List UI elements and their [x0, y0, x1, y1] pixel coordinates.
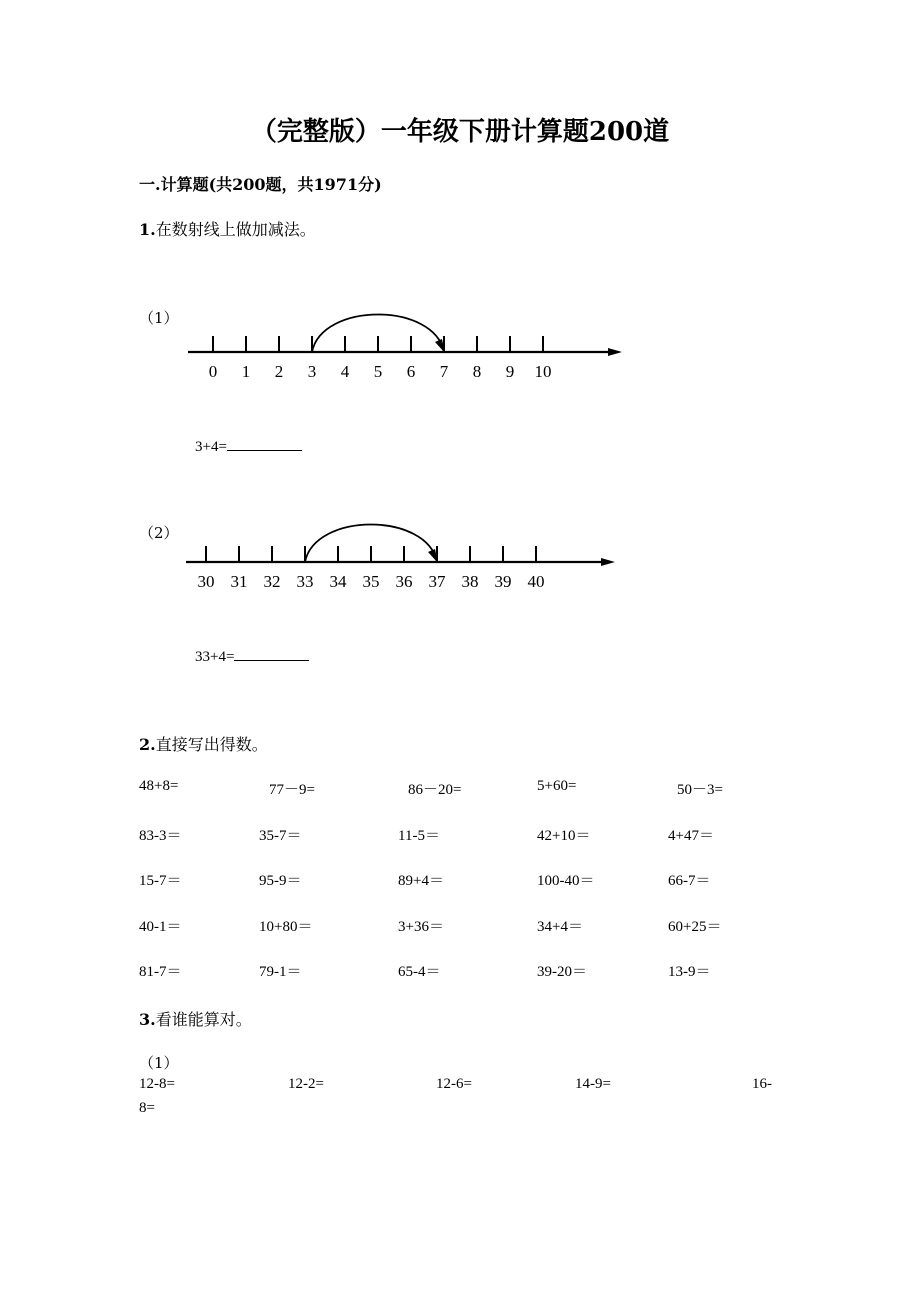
q2-exercise: 48+8= [139, 778, 179, 794]
q3-sub-label: （1） [139, 1054, 179, 1072]
number-line-2 [180, 515, 630, 605]
q2-exercise: 95-9＝ [259, 873, 302, 889]
q2-exercise: 10+80＝ [259, 918, 313, 935]
q2-exercise: 79-1＝ [259, 964, 302, 980]
q2-exercise: 65-4＝ [398, 964, 441, 980]
tick-label: 37 [428, 572, 446, 591]
q2-exercise: 81-7＝ [139, 964, 182, 980]
tick-label: 36 [395, 572, 413, 591]
q3-item: 14-9= [575, 1076, 611, 1092]
q1-part2-label: （2） [139, 524, 179, 542]
q2-exercise: 60+25＝ [668, 918, 722, 935]
q2-exercise: 34+4＝ [537, 918, 583, 935]
question-1-text: 在数射线上做加减法。 [155, 220, 316, 239]
tick-label: 0 [208, 362, 218, 381]
number-line-2-group [186, 525, 615, 592]
tick-label: 34 [329, 572, 347, 591]
q2-exercise: 66-7＝ [668, 873, 711, 889]
q3-item-wrap-end: 8= [139, 1100, 155, 1116]
q2-exercise: 15-7＝ [139, 873, 182, 889]
tick-label: 6 [406, 362, 416, 381]
tick-label: 8 [472, 362, 482, 381]
question-1-number: 1. [139, 220, 156, 239]
q1-part2-equation-text: 33+4= [195, 649, 235, 665]
axis-arrowhead [608, 348, 622, 356]
tick-label: 30 [197, 572, 215, 591]
q2-exercise: 40-1＝ [139, 918, 182, 935]
number-line-1-group [188, 315, 622, 382]
tick-label: 32 [263, 572, 281, 591]
q1-part1-label: （1） [139, 309, 179, 327]
tick-label: 35 [362, 572, 380, 591]
q2-exercise: 50－3= [677, 782, 723, 798]
q2-exercise: 35-7＝ [259, 827, 302, 844]
tick-label: 9 [505, 362, 515, 381]
tick-label: 7 [439, 362, 449, 381]
q1-part1-equation-text: 3+4= [195, 439, 227, 455]
question-3-heading [139, 1007, 252, 1030]
q2-exercise: 42+10＝ [537, 827, 591, 844]
question-2-heading [139, 732, 268, 755]
tick-label: 2 [274, 362, 284, 381]
q1-part2-equation [195, 646, 309, 666]
q2-exercise: 77－9= [269, 782, 315, 798]
q2-exercise: 4+47＝ [668, 827, 714, 844]
q2-exercise: 11-5＝ [398, 827, 440, 844]
tick-label: 1 [241, 362, 251, 381]
q2-exercise: 39-20＝ [537, 964, 587, 980]
q3-item: 12-2= [288, 1076, 324, 1092]
q2-exercise: 83-3＝ [139, 827, 182, 844]
q2-exercise: 5+60= [537, 778, 577, 794]
tick-label: 31 [230, 572, 248, 591]
q2-exercise: 86－20= [408, 782, 462, 798]
section-heading: 一.计算题(共200题，共1971分) [139, 175, 382, 194]
question-1-heading [139, 217, 316, 240]
number-line-1 [180, 305, 630, 395]
q2-exercise: 13-9＝ [668, 964, 711, 980]
q3-item: 12-8= [139, 1076, 175, 1092]
q3-item-wrap-start: 16- [752, 1076, 772, 1092]
tick-label: 4 [340, 362, 350, 381]
q2-exercise: 100-40＝ [537, 873, 595, 889]
tick-label: 39 [494, 572, 512, 591]
q1-part2-answer-blank[interactable] [234, 646, 309, 661]
tick-label: 40 [527, 572, 545, 591]
q2-exercise: 89+4＝ [398, 873, 444, 889]
tick-label: 38 [461, 572, 479, 591]
tick-label: 10 [534, 362, 552, 381]
q1-part1-answer-blank[interactable] [227, 436, 302, 451]
question-3-number: 3. [139, 1010, 156, 1029]
question-2-number: 2. [139, 735, 156, 754]
q1-part1-equation [195, 436, 302, 456]
q3-item: 12-6= [436, 1076, 472, 1092]
tick-label: 3 [307, 362, 317, 381]
axis-arrowhead [601, 558, 615, 566]
question-3-text: 看谁能算对。 [155, 1010, 252, 1029]
question-2-text: 直接写出得数。 [155, 735, 268, 754]
tick-label: 5 [373, 362, 383, 381]
tick-label: 33 [296, 572, 314, 591]
q2-exercise: 3+36＝ [398, 918, 444, 935]
page-title: （完整版）一年级下册计算题200道 [250, 117, 670, 147]
